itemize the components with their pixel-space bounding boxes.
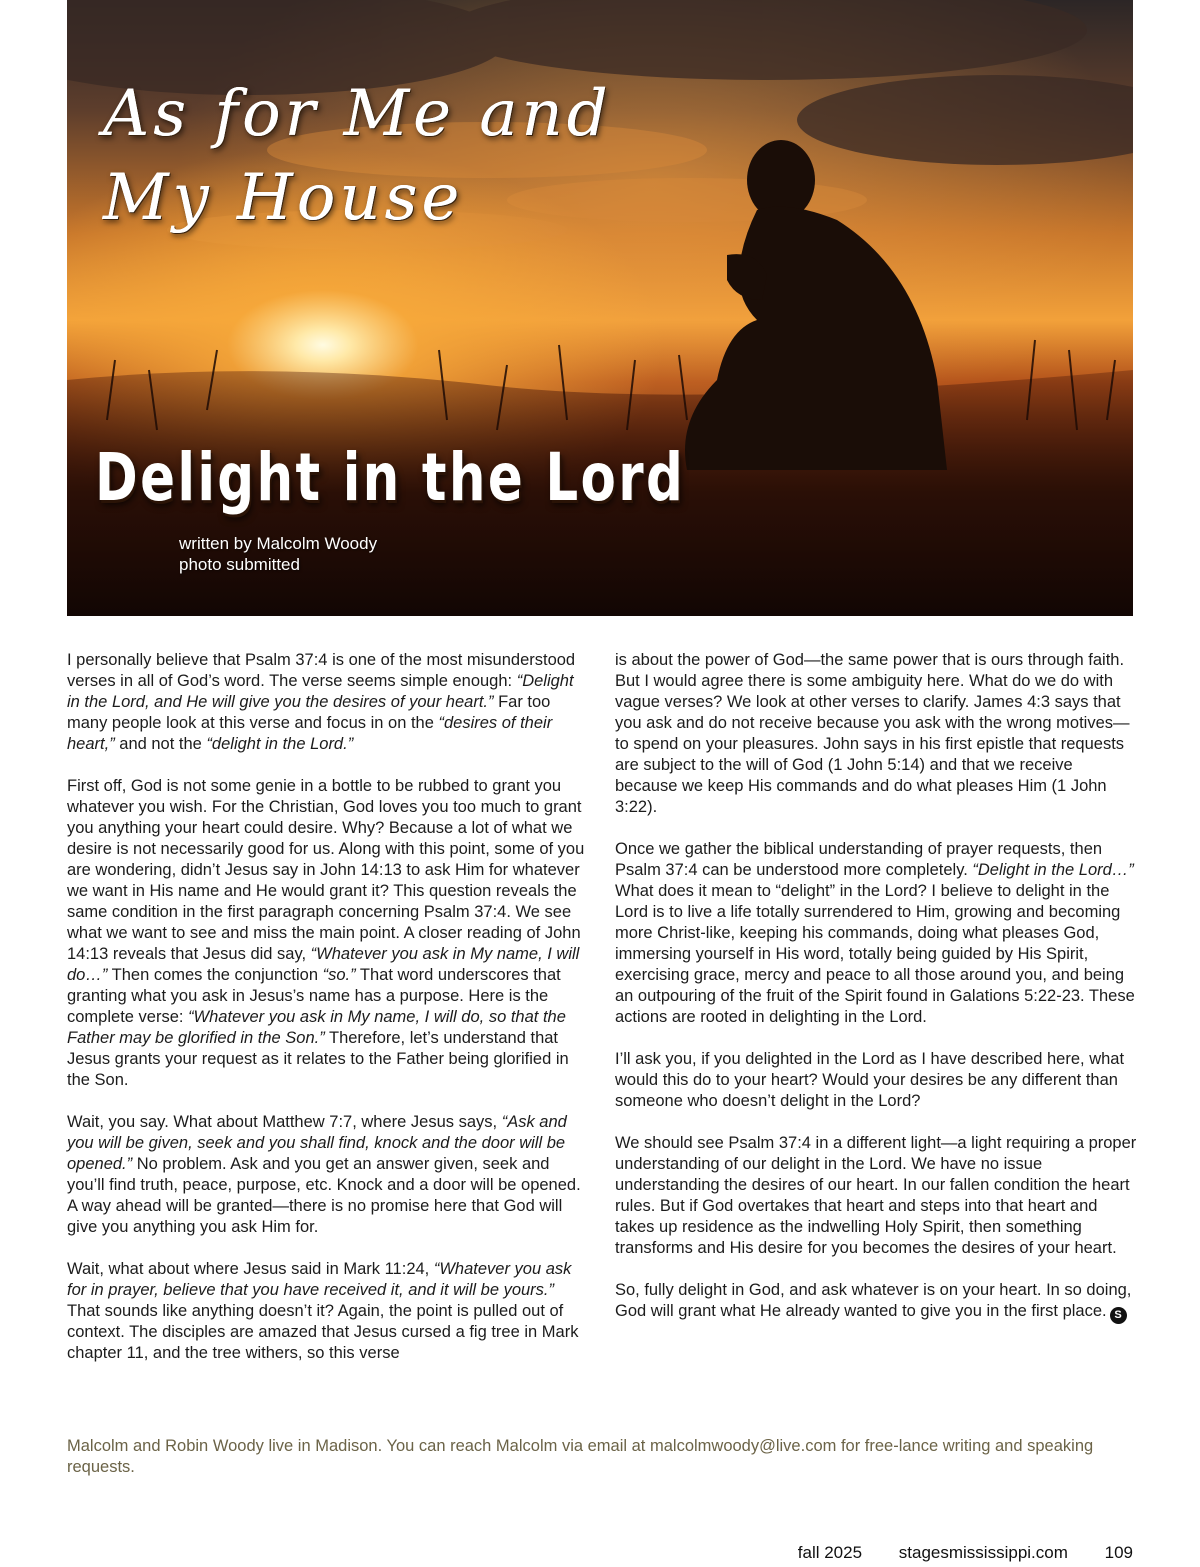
page-number: 109 (1104, 1543, 1133, 1562)
issue-label: fall 2025 (797, 1543, 863, 1562)
scripture-quote: “Ask and you will be given, seek and you shall find, knock and the door will be opened.” (67, 1113, 567, 1173)
photo-credit: photo submitted (179, 555, 300, 574)
scripture-quote: “so.” (322, 966, 356, 984)
paragraph-text: Then comes the conjunction (107, 966, 323, 984)
end-mark-icon: S (1110, 1307, 1127, 1324)
scripture-quote: “delight in the Lord.” (206, 735, 354, 753)
paragraph-text: So, fully delight in God, and ask whatever is on your heart. In so doing, God will grant what He already wanted to give you in the first place. (615, 1281, 1132, 1320)
article-paragraph (615, 839, 1137, 1028)
article-left-column (67, 650, 589, 1364)
article-right-column (615, 650, 1137, 1324)
script-title: As for Me and My House (103, 77, 612, 235)
paragraph-text: First off, God is not some genie in a bottle to be rubbed to grant you whatever you wish. For the Christian, God loves you too much to grant you anything your heart could desire. Why? Because a lot of what we desire is not necessarily good for us. Along with this point, some of you are wondering, didn’t Jesus say in John 14:13 to ask Him for whatever we want in His name and He would grant it? This question reveals the same condition in the first paragraph concerning Psalm 37:4. We see what we want to see and miss the main point. A closer reading of John 14:13 reveals that Jesus did say, (67, 777, 585, 963)
paragraph-text: I personally believe that Psalm 37:4 is one of the most misunderstood verses in all of God’s word. The verse seems simple enough: (67, 651, 576, 690)
paragraph-text: Once we gather the biblical understanding of prayer requests, then Psalm 37:4 can be understood more completely. (615, 840, 1103, 879)
article-paragraph (615, 650, 1137, 818)
byline: written by Malcolm Woody (179, 534, 378, 553)
article-paragraph (615, 1280, 1137, 1324)
paragraph-text: Wait, what about where Jesus said in Mark 11:24, (67, 1260, 434, 1278)
paragraph-text: I’ll ask you, if you delighted in the Lord as I have described here, what would this do to your heart? Would your desires be any different than someone who doesn’t delight in the Lord? (615, 1050, 1125, 1110)
scripture-quote: “desires of their heart,” (67, 714, 553, 753)
paragraph-text: Wait, you say. What about Matthew 7:7, where Jesus says, (67, 1113, 502, 1131)
article-paragraph (67, 1259, 589, 1364)
paragraph-text: No problem. Ask and you get an answer given, seek and you’ll find truth, peace, purpose, etc. Knock and a door will be opened. A way ahead will be granted—there is no promise here that God will give you anything you ask Him for. (67, 1155, 581, 1236)
article-paragraph (67, 776, 589, 1091)
scripture-quote: “Whatever you ask in My name, I will do…” (67, 945, 580, 984)
scripture-quote: “Whatever you ask in My name, I will do, so that the Father may be glorified in the Son.” (67, 1008, 566, 1047)
scripture-quote: “Whatever you ask for in prayer, believe that you have received it, and it will be yours.” (67, 1260, 572, 1299)
paragraph-text: That word underscores that granting what you ask in Jesus’s name has a purpose. Here is the complete verse: (67, 966, 561, 1026)
paragraph-text: is about the power of God—the same power that is ours through faith. But I would agree there is some ambiguity here. What do we do with vague verses? We look at other verses to clarify. James 4:3 says that you ask and do not receive because you ask with the wrong motives—to spend on your pleasures. John says in his first epistle that requests are subject to the will of God (1 John 5:14) and that we receive because we keep His commands and do what pleases Him (1 John 3:22). (615, 651, 1130, 816)
scripture-quote: “Delight in the Lord…” (972, 861, 1134, 879)
page-footer (798, 1543, 1133, 1563)
page-title: Delight in the Lord (95, 439, 686, 516)
credits (179, 533, 377, 575)
article-paragraph (67, 650, 589, 755)
scripture-quote: “Delight in the Lord, and He will give you the desires of your heart.” (67, 672, 574, 711)
author-bio: Malcolm and Robin Woody live in Madison. You can reach Malcolm via email at malcolmwoody@live.com for free-lance writing and speaking requests. (67, 1437, 1094, 1476)
paragraph-text: Far too many people look at this verse and focus in on the (67, 693, 551, 732)
paragraph-text: and not the (114, 735, 207, 753)
hero-image (67, 0, 1133, 616)
paragraph-text: We should see Psalm 37:4 in a different light—a light requiring a proper understanding of our delight in the Lord. We have no issue understanding the desires of our heart. In our fallen condition the heart rules. But if God overtakes that heart and steps into that heart and takes up residence as the indwelling Holy Spirit, then something transforms and His desire for you becomes the desires of your heart. (615, 1134, 1137, 1257)
article-paragraph (615, 1133, 1137, 1259)
article-paragraph (67, 1112, 589, 1238)
website-label: stagesmississippi.com (898, 1543, 1068, 1562)
paragraph-text: Therefore, let’s understand that Jesus grants your request as it relates to the Father being glorified in the Son. (67, 1029, 569, 1089)
article-paragraph (615, 1049, 1137, 1112)
paragraph-text: What does it mean to “delight” in the Lord? I believe to delight in the Lord is to live a life totally surrendered to Him, growing and becoming more Christ-like, keeping his commands, doing what pleases God, immersing yourself in His word, totally being guided by His Spirit, exercising grace, mercy and peace to all those around you, and being an outpouring of the fruit of the Spirit found in Galations 5:22-23. These actions are rooted in delighting in the Lord. (615, 882, 1135, 1026)
paragraph-text: That sounds like anything doesn’t it? Again, the point is pulled out of context. The disciples are amazed that Jesus cursed a fig tree in Mark chapter 11, and the tree withers, so this verse (67, 1302, 579, 1362)
